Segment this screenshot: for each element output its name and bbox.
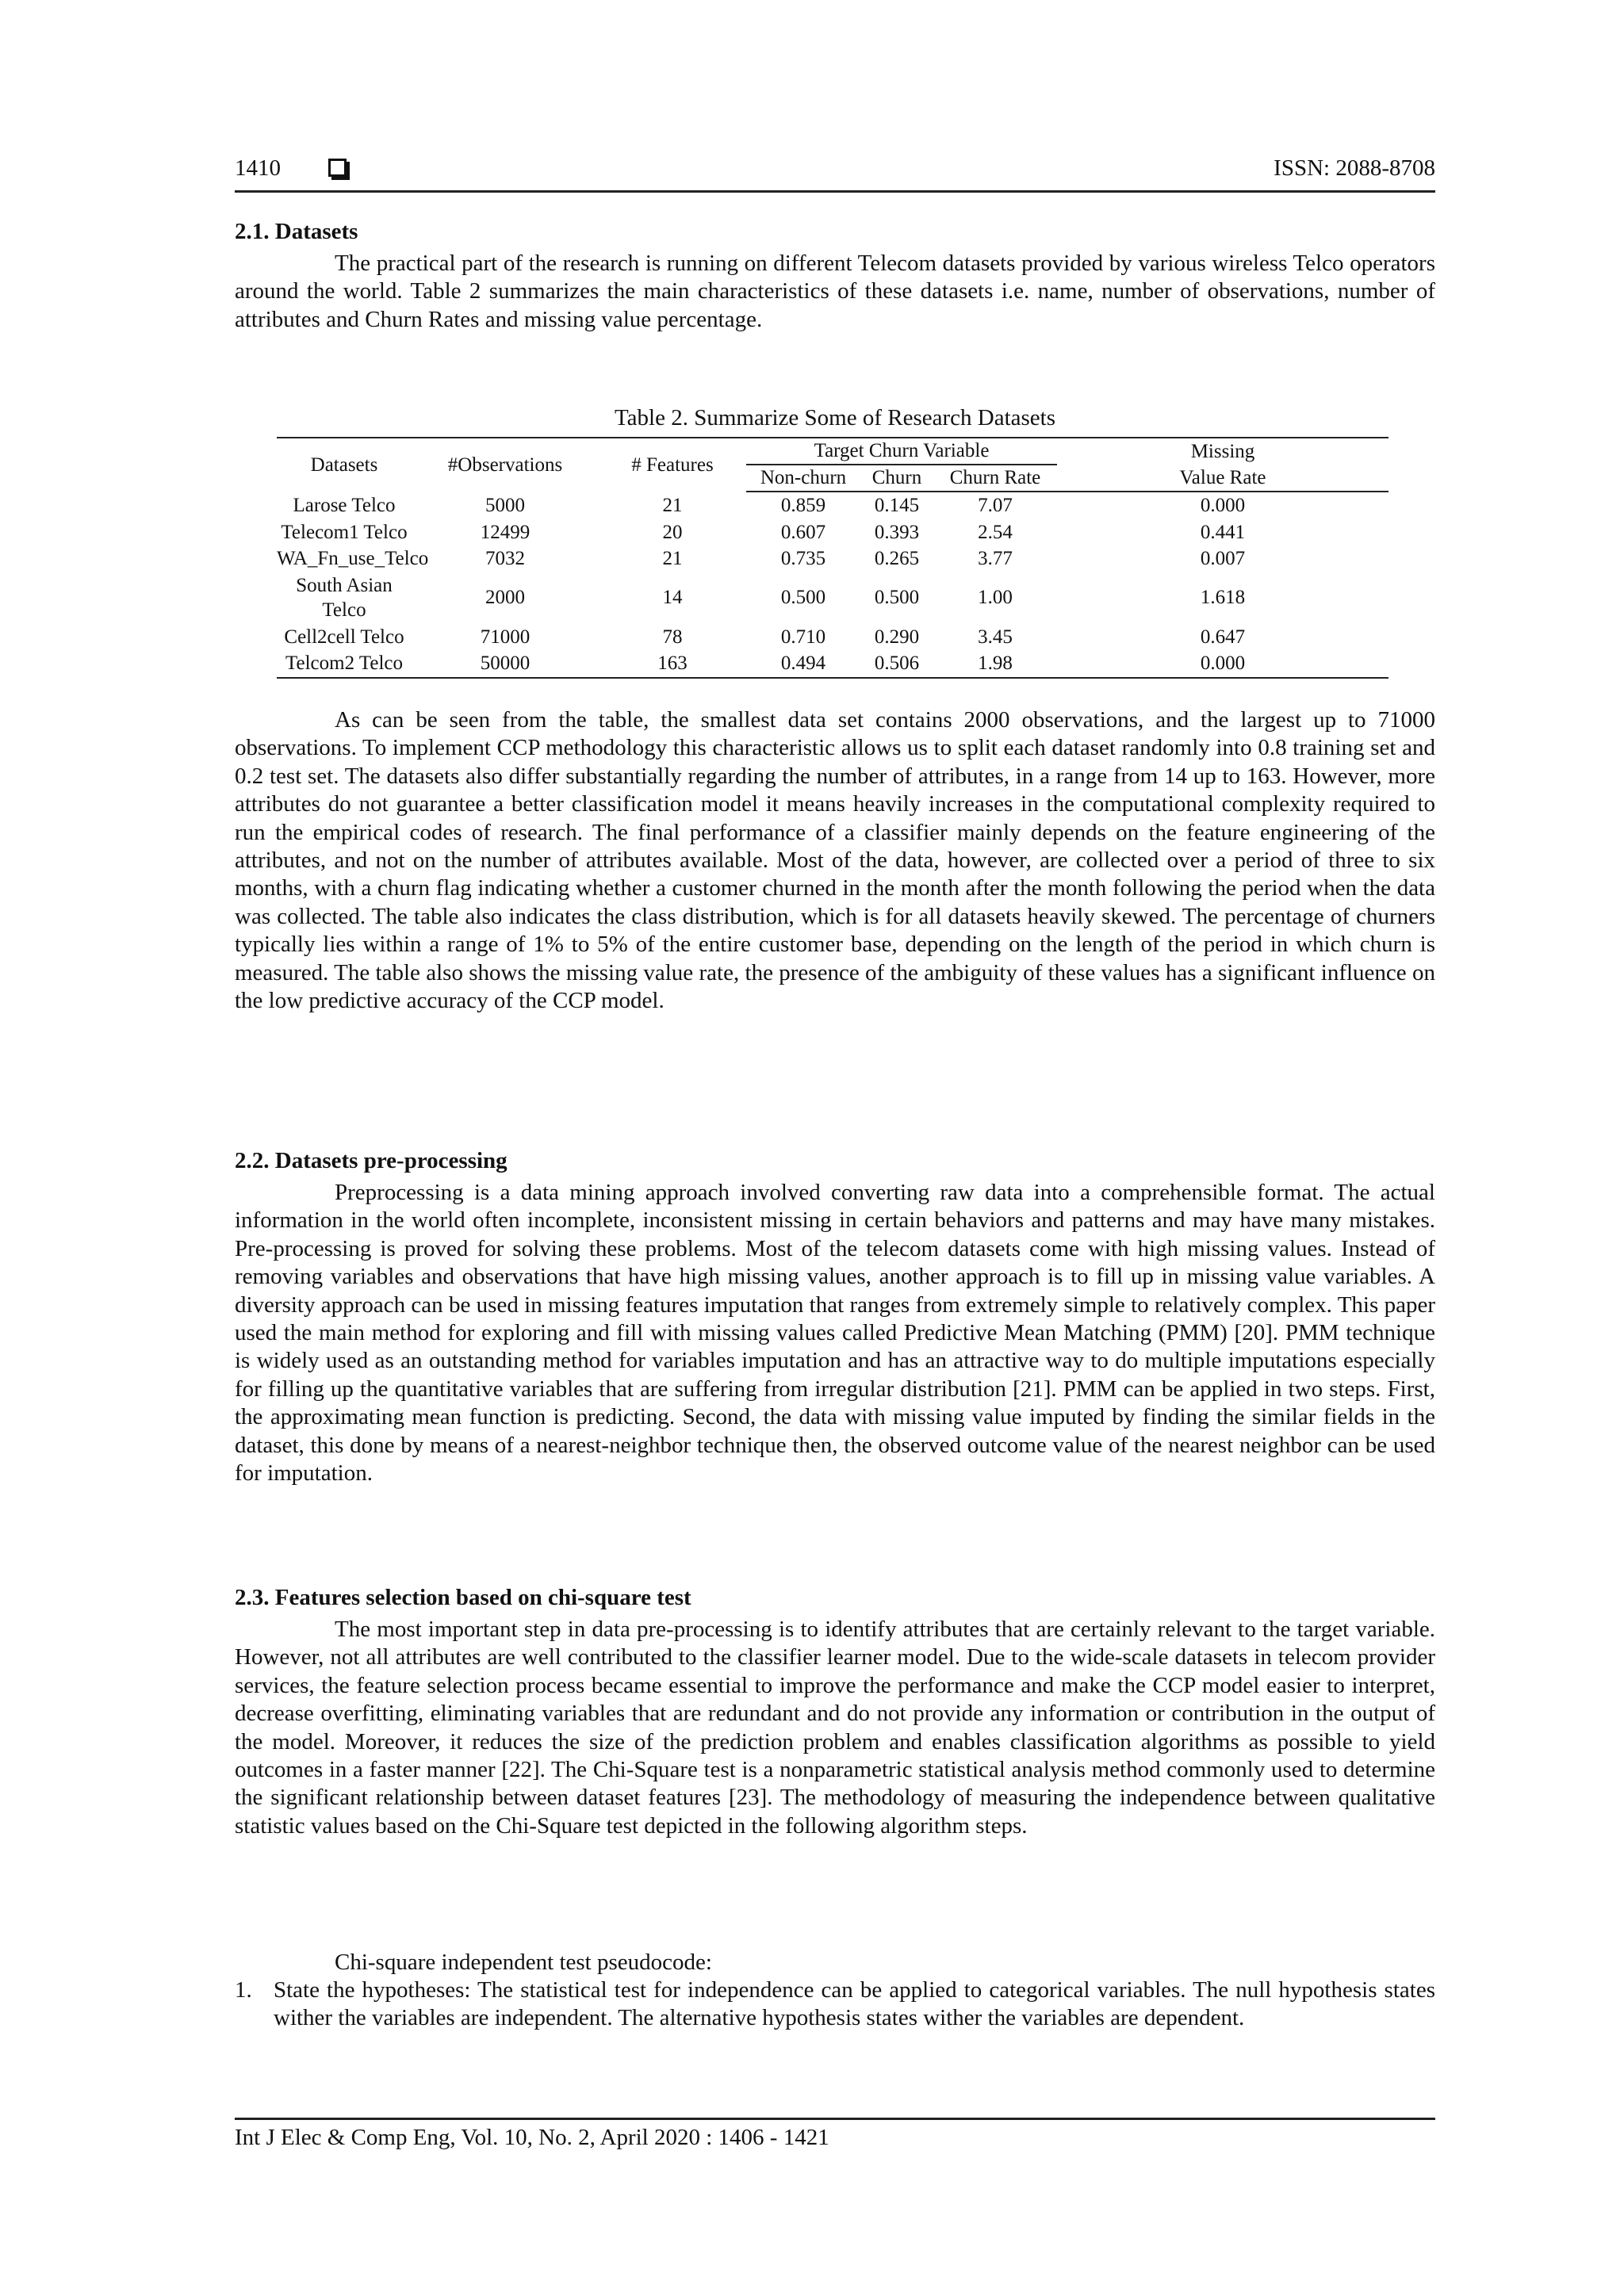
cell-observations: 50000 — [412, 650, 599, 678]
header-missing-line1: Missing — [1057, 438, 1388, 465]
cell-observations: 71000 — [480, 626, 530, 648]
cell-dataset-name: Telcom2 Telco — [277, 650, 412, 678]
header-missing-line2: Value Rate — [1057, 465, 1388, 492]
square-bullet-icon — [328, 159, 347, 177]
cell-observations: 5000 — [485, 494, 525, 516]
cell-churn-rate: 3.45 — [978, 626, 1013, 648]
list-item: State the hypotheses: The statistical test for independence can be applied to categorical variables. The null hypothesis states wither the variables are independent. The alternative hypothesis states wither the variables are dependent. — [274, 1977, 1435, 2031]
cell-observations: 7032 — [485, 548, 525, 569]
cell-churn-rate: 3.77 — [978, 548, 1013, 569]
header-observations: #Observations — [412, 438, 599, 492]
cell-churn: 0.506 — [860, 650, 933, 678]
cell-churn: 0.393 — [874, 521, 920, 543]
table-row — [277, 492, 1388, 519]
header-churn: Churn — [860, 465, 933, 492]
cell-features: 20 — [662, 521, 683, 543]
header-non-churn: Non-churn — [746, 465, 860, 492]
cell-dataset-name: WA_Fn_use_Telco — [277, 548, 429, 569]
cell-missing-rate: 0.000 — [1200, 495, 1246, 516]
cell-features: 21 — [662, 548, 683, 569]
cell-dataset-name: Larose Telco — [293, 494, 396, 516]
cell-dataset-name: Telecom1 Telco — [281, 521, 408, 543]
section-heading-datasets: 2.1. Datasets — [235, 219, 358, 244]
cell-observations: 12499 — [480, 521, 530, 543]
page-footer — [235, 2118, 1435, 2151]
table-caption: Table 2. Summarize Some of Research Datasets — [614, 405, 1056, 430]
table-row — [277, 624, 1388, 651]
cell-features: 21 — [662, 494, 683, 516]
cell-missing-rate: 0.441 — [1200, 521, 1246, 543]
cell-non-churn: 0.494 — [746, 650, 860, 678]
cell-churn: 0.290 — [874, 626, 920, 648]
header-target-churn-variable: Target Churn Variable — [746, 438, 1057, 465]
cell-churn: 0.145 — [874, 495, 920, 516]
cell-features: 163 — [599, 650, 746, 678]
section-heading-preprocessing: 2.2. Datasets pre-processing — [235, 1148, 508, 1173]
cell-churn-rate: 1.98 — [933, 650, 1057, 678]
table-row — [277, 650, 1388, 678]
header-churn-rate: Churn Rate — [933, 465, 1057, 492]
header-datasets: Datasets — [277, 438, 412, 492]
cell-missing-rate: 1.618 — [1200, 587, 1246, 609]
cell-features: 14 — [662, 587, 683, 609]
cell-observations: 2000 — [485, 587, 525, 609]
cell-non-churn: 0.859 — [780, 495, 826, 516]
cell-non-churn: 0.607 — [780, 521, 826, 543]
datasets-table — [277, 437, 1388, 679]
pseudocode-intro: Chi-square independent test pseudocode: — [335, 1950, 712, 1975]
journal-citation: Int J Elec & Comp Eng, Vol. 10, No. 2, April 2020 : 1406 - 1421 — [235, 2125, 829, 2150]
cell-non-churn: 0.735 — [780, 548, 826, 569]
cell-churn-rate: 7.07 — [978, 495, 1013, 516]
paragraph-chi-square: The most important step in data pre-processing is to identify attributes that are certainly relevant to the target variable. However, not all attributes are well contributed to the classifier learner model. Due to the wide-scale datasets in telecom provider services, the feature selection process became essential to improve the performance and make the CCP model easier to interpret, decrease overfitting, eliminating variables that are redundant and do not provide any information or contribution in the output of the model. Moreover, it reduces the size of the prediction problem and enables classification algorithms as possible to yield outcomes in a faster manner [22]. The Chi-Square test is a nonparametric statistical analysis method commonly used to determine the significant relationship between dataset features [23]. The methodology of measuring the independence between qualitative statistic values based on the Chi-Square test depicted in the following algorithm steps. — [235, 1617, 1435, 1839]
paragraph-table-discussion: As can be seen from the table, the smallest data set contains 2000 observations, and the largest up to 71000 observations. To implement CCP methodology this characteristic allows us to split each dataset randomly into 0.8 training set and 0.2 test set. The datasets also differ substantially regarding the number of attributes, in a range from 14 up to 163. However, more attributes do not guarantee a better classification model it means heavily increases in the computational complexity required to run the empirical codes of research. The final performance of a classifier mainly depends on the feature engineering of the attributes, and not on the number of attributes available. Most of the data, however, are collected over a period of three to six months, with a churn flag indicating whether a customer churned in the month after the month following the period when the data was collected. The table also indicates the class distribution, which is for all datasets heavily skewed. The percentage of churners typically lies within a range of 1% to 5% of the entire customer base, depending on the length of the period in which churn is measured. The table also shows the missing value rate, the presence of the ambiguity of these values has a significant influence on the low predictive accuracy of the CCP model. — [235, 707, 1435, 1014]
paragraph-datasets: The practical part of the research is running on different Telecom datasets provided by various wireless Telco operators around the world. Table 2 summarizes the main characteristics of these datasets i.e. name, number of observations, number of attributes and Churn Rates and missing value percentage. — [235, 251, 1435, 332]
cell-features: 78 — [662, 626, 683, 648]
running-header — [235, 155, 1435, 193]
cell-churn: 0.265 — [874, 548, 920, 569]
cell-churn-rate: 1.00 — [978, 587, 1013, 609]
table-row — [277, 572, 1388, 624]
cell-non-churn: 0.500 — [780, 587, 826, 609]
cell-non-churn: 0.710 — [780, 626, 826, 648]
cell-missing-rate: 0.007 — [1200, 548, 1246, 569]
cell-missing-rate: 0.647 — [1200, 626, 1246, 648]
table-row — [277, 519, 1388, 546]
section-heading-chi-square: 2.3. Features selection based on chi-square test — [235, 1585, 691, 1610]
cell-missing-rate: 0.000 — [1057, 650, 1388, 678]
list-item-number: 1. — [235, 1977, 252, 2003]
header-features: # Features — [599, 438, 746, 492]
cell-dataset-name: Cell2cell Telco — [284, 626, 404, 648]
cell-churn-rate: 2.54 — [978, 521, 1013, 543]
cell-dataset-name: South Asian Telco — [296, 574, 393, 621]
table-row — [277, 545, 1388, 572]
paragraph-preprocessing: Preprocessing is a data mining approach involved converting raw data into a comprehensible format. The actual information in the world often incomplete, inconsistent missing in certain behaviors and patterns and may have many mistakes. Pre-processing is proved for solving these problems. Most of the telecom datasets come with high missing values. Instead of removing variables and observations that have high missing values, another approach is to fill up in missing value variables. A diversity approach can be used in missing features imputation that ranges from extremely simple to relatively complex. This paper used the main method for exploring and fill with missing values called Predictive Mean Matching (PMM) [20]. PMM technique is widely used as an outstanding method for variables imputation and has an attractive way to do multiple imputations especially for filling up the quantitative variables that are suffering from irregular distribution [21]. PMM can be applied in two steps. First, the approximating mean function is predicting. Second, the data with missing value imputed by finding the similar fields in the dataset, this done by means of a nearest-neighbor technique then, the observed outcome value of the nearest neighbor can be used for imputation. — [235, 1180, 1435, 1487]
cell-churn: 0.500 — [874, 587, 920, 609]
page-number: 1410 — [235, 155, 281, 181]
pseudocode-list — [235, 1976, 1435, 2033]
issn-label: ISSN: 2088-8708 — [1274, 155, 1435, 181]
